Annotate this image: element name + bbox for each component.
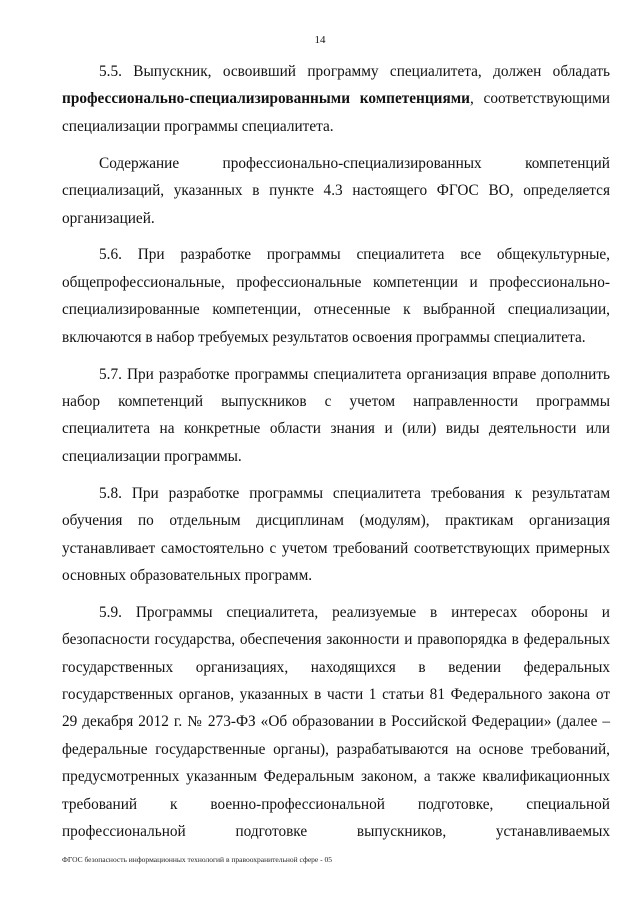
paragraph-5-9: 5.9. Программы специалитета, реализуемые в интересах обороны и безопасности государства, обеспечения законности и правопорядка в федеральных государственных организациях, находящихся в ведении федеральных государственных органов, указанных в части 1 статьи 81 Федерального закона от 29 декабря 2012 г. № 273-ФЗ «Об образовании в Российской Федерации» (далее – федеральные государственные органы), разрабатываются на основе требований, предусмотренных указанным Федеральным законом, а также квалификационных требований к военно-профессиональной подготовке, специальной профессиональной подготовке выпускников, устанавливаемых (62, 603, 610, 841)
paragraph-content-definition: Содержание профессионально-специализированных компетенций специализаций, указанных в пункте 4.3 настоящего ФГОС ВО, определяется организацией. (62, 154, 610, 227)
paragraph-5-6: 5.6. При разработке программы специалитета все общекультурные, общепрофессиональные, профессиональные компетенции и профессионально-специализированные компетенции, отнесенные к выбранной специализации, включаются в набор требуемых результатов освоения программы специалитета. (62, 246, 610, 346)
paragraph-5-8: 5.8. При разработке программы специалитета требования к результатам обучения по отдельным дисциплинам (модулям), практикам организация устанавливает самостоятельно с учетом требований соответствующих примерных основных образовательных программ. (62, 484, 610, 584)
paragraph-5-5-rest: , соответствующими специализации программы специалитета. (62, 90, 610, 135)
document-body (62, 58, 610, 855)
paragraph-5-5-bold-term: профессионально-специализированными компетенциями (62, 90, 470, 108)
paragraph-5-5-intro: 5.5. Выпускник, освоивший программу специалитета, должен обладать (99, 63, 610, 80)
paragraph-5-5 (62, 58, 610, 140)
paragraph-5-7: 5.7. При разработке программы специалитета организация вправе дополнить набор компетенций выпускников с учетом направленности программы специалитета на конкретные области знания и (или) виды деятельности или специализации программы. (62, 365, 610, 465)
page-footer: ФГОС безопасность информационных технологий в правоохранительной сфере - 05 (62, 855, 332, 864)
page-number: 14 (314, 34, 326, 46)
